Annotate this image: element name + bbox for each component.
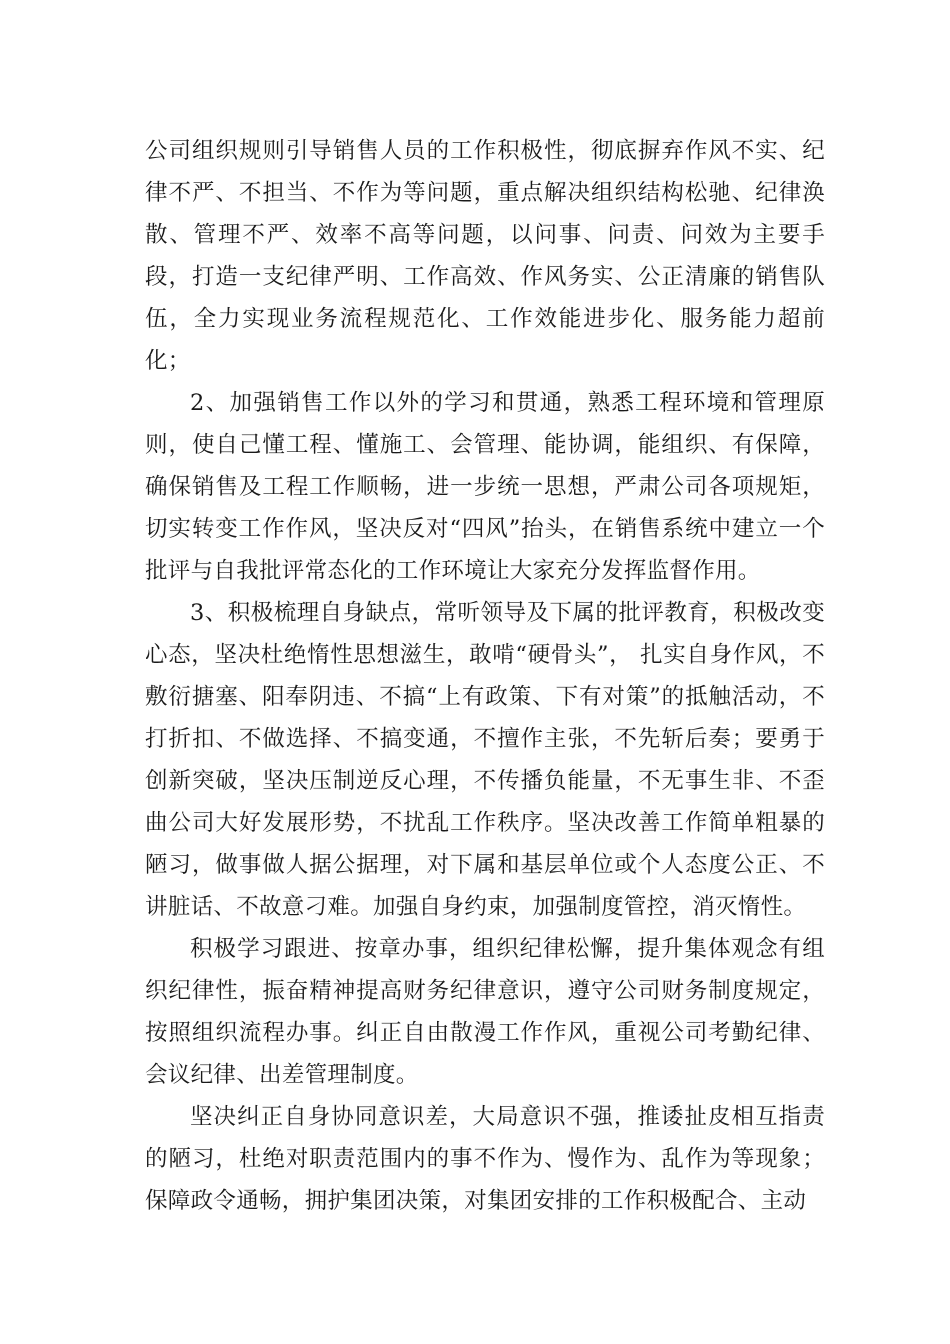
paragraph-coordination: 坚决纠正自身协同意识差，大局意识不强，推诿扯皮相互指责的陋习，杜绝对职责范围内的事不作为、慢作为、乱作为等现象；保障政令通畅，拥护集团决策，对集团安排的工作积极配合、主动 bbox=[145, 1104, 825, 1214]
paragraph-item-3: 3、积极梳理自身缺点，常听领导及下属的批评教育，积极改变心态，坚决杜绝惰性思想滋生，敢啃“硬骨头”， 扎实自身作风，不敷衍搪塞、阳奉阴违、不搞“上有政策、下有对策”的抵触活动，不打折扣、不做选择、不搞变通，不擅作主张，不先斩后奏；要勇于创新突破，坚决压制逆反心理，不传播负能量，不无事生非、不歪曲公司大好发展形势，不扰乱工作秩序。坚决改善工作简单粗暴的陋习，做事做人据公据理，对下属和基层单位或个人态度公正、不讲脏话、不故意刁难。加强自身约束，加强制度管控，消灭惰性。 bbox=[145, 600, 825, 920]
document-page bbox=[145, 130, 825, 1222]
paragraph-study-rules: 积极学习跟进、按章办事，组织纪律松懈，提升集体观念有组织纪律性，振奋精神提高财务纪律意识，遵守公司财务制度规定，按照组织流程办事。纠正自由散漫工作作风，重视公司考勤纪律、会议纪律、出差管理制度。 bbox=[145, 936, 825, 1088]
paragraph-item-2: 2、加强销售工作以外的学习和贯通，熟悉工程环境和管理原则，使自己懂工程、懂施工、会管理、能协调，能组织、有保障，确保销售及工程工作顺畅，进一步统一思想，严肃公司各项规矩，切实转变工作作风，坚决反对“四风”抬头，在销售系统中建立一个批评与自我批评常态化的工作环境让大家充分发挥监督作用。 bbox=[145, 390, 825, 584]
paragraph-discipline-intro: 公司组织规则引导销售人员的工作积极性，彻底摒弃作风不实、纪律不严、不担当、不作为等问题，重点解决组织结构松驰、纪律涣散、管理不严、效率不高等问题，以问事、问责、问效为主要手段，打造一支纪律严明、工作高效、作风务实、公正清廉的销售队伍，全力实现业务流程规范化、工作效能进步化、服务能力超前化； bbox=[145, 138, 825, 374]
